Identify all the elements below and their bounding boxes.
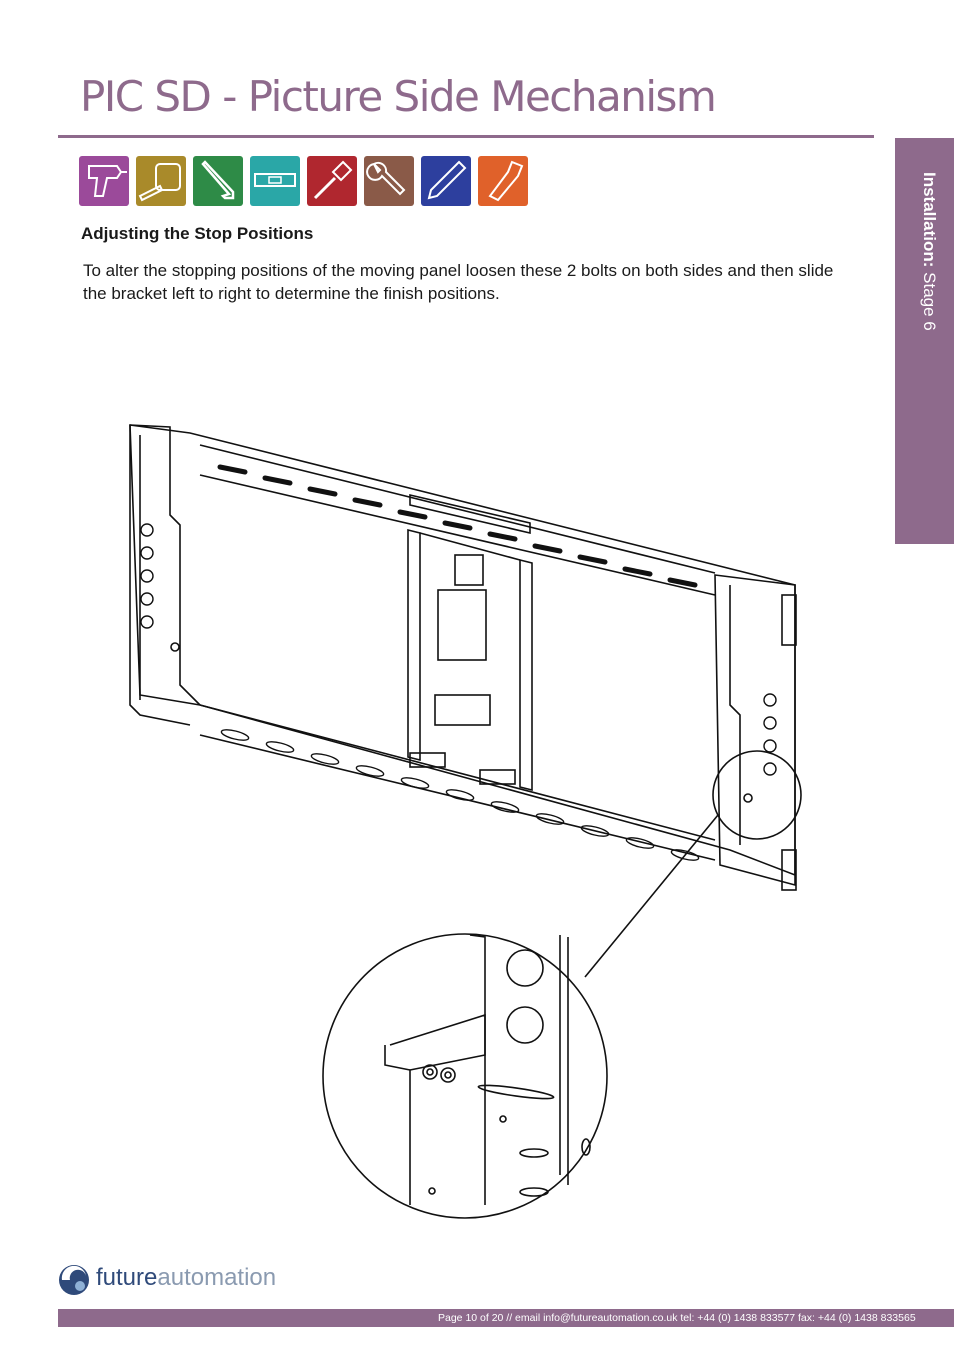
footer-contact: Page 10 of 20 // email info@futureautomation.co.uk tel: +44 (0) 1438 833577 fax: +44 (0) 1438 833565	[438, 1312, 916, 1324]
company-logo	[56, 1262, 316, 1302]
section-tab-label: Installation: Stage 6	[920, 172, 939, 331]
pencil-icon	[421, 156, 471, 206]
section-tab	[895, 138, 954, 544]
footer-bar	[58, 1309, 954, 1327]
section-heading: Adjusting the Stop Positions	[81, 224, 314, 243]
mechanism-illustration	[120, 405, 820, 1225]
screwdriver-icon	[307, 156, 357, 206]
logo-text-automation: automation	[157, 1264, 277, 1291]
tape-measure-icon	[136, 156, 186, 206]
tool-list	[79, 156, 528, 207]
instruction-text: To alter the stopping positions of the moving panel loosen these 2 bolts on both sides and then slide the bracket left to right to determine the finish positions.	[83, 261, 834, 303]
page-title: PIC SD - Picture Side Mechanism	[80, 72, 716, 121]
title-divider	[58, 135, 874, 138]
drill-icon	[79, 156, 129, 206]
cutter-icon	[478, 156, 528, 206]
spirit-level-icon	[250, 156, 300, 206]
allen-key-icon	[193, 156, 243, 206]
logo-text-future: future	[96, 1264, 158, 1291]
spanner-icon	[364, 156, 414, 206]
logo-swirl-icon	[56, 1262, 92, 1298]
